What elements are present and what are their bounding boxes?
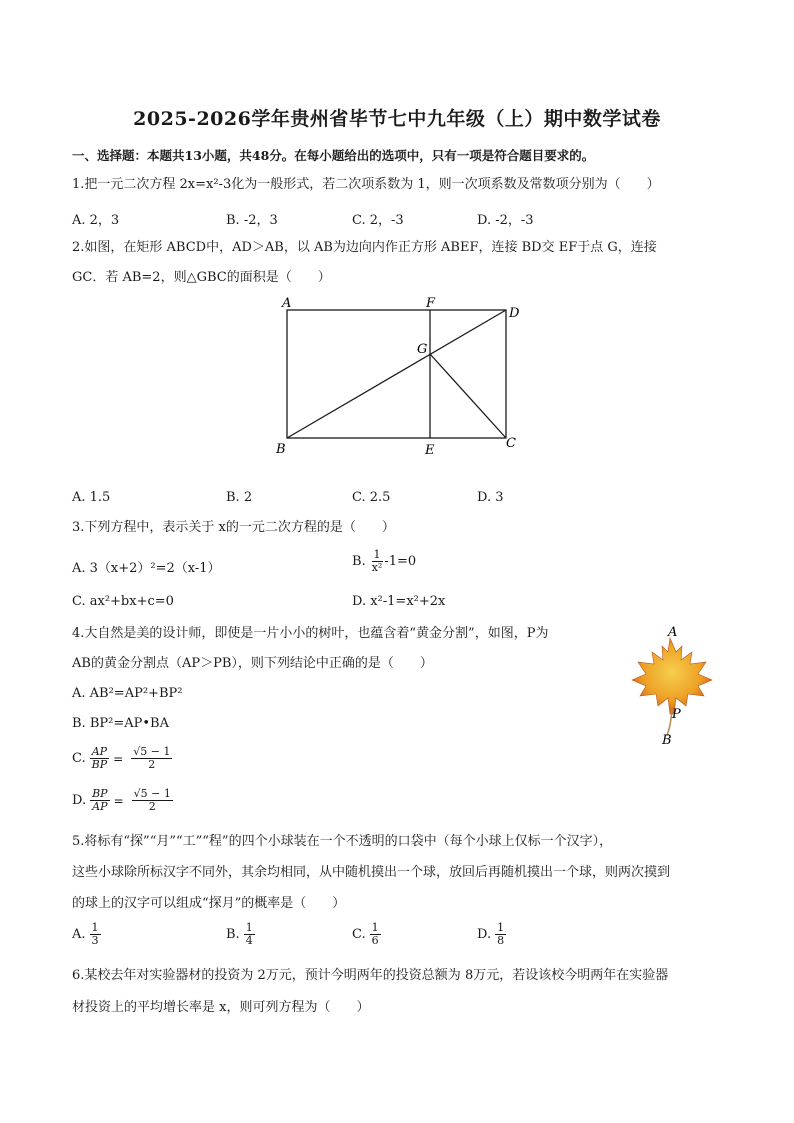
question-1: 1.把一元二次方程 2x=x²-3化为一般形式，若二次项系数为 1，则一次项系数及常数项分别为（ ） xyxy=(72,177,660,192)
leaf-label-b: B xyxy=(662,733,672,748)
fraction-denominator: 2 xyxy=(148,758,156,771)
label-b: B xyxy=(276,442,286,457)
option-fraction xyxy=(244,922,255,947)
question-5-line-1: 5.将标有“探”“月”“工”“程”的四个小球装在一个不透明的口袋中（每个小球上仅标一个汉字）， xyxy=(72,834,613,849)
q3-option-a: A. 3（x+2）²=2（x-1） xyxy=(72,561,221,576)
q4-option-d-label: D. xyxy=(72,793,87,808)
fraction-denominator: x² xyxy=(371,561,383,574)
q1-option-b: B. -2，3 xyxy=(226,213,278,228)
q4-option-d xyxy=(72,788,173,813)
fraction-numerator: √5 − 1 xyxy=(133,787,171,800)
label-c: C xyxy=(506,436,516,451)
option-fraction xyxy=(90,922,101,947)
question-2-line-1: 2.如图，在矩形 ABCD中，AD＞AB，以 AB为边向内作正方形 ABEF，连接 BD交 EF于点 G，连接 xyxy=(72,240,657,255)
q5-option-b xyxy=(226,922,255,947)
fraction-numerator: 1 xyxy=(373,548,381,561)
label-f: F xyxy=(426,296,436,311)
fraction-numerator: √5 − 1 xyxy=(133,745,171,758)
q1-option-d: D. -2，-3 xyxy=(477,213,534,228)
segment-bd xyxy=(287,310,506,438)
q4-option-d-right-fraction xyxy=(132,788,173,813)
question-4-line-1: 4.大自然是美的设计师，即使是一片小小的树叶，也蕴含着“黄金分割”，如图，P为 xyxy=(72,626,549,641)
fraction-numerator: AP xyxy=(91,745,108,758)
q2-option-c: C. 2.5 xyxy=(352,490,391,505)
q5-option-c xyxy=(352,922,381,947)
question-5-line-2: 这些小球除所标汉字不同外，其余均相同，从中随机摸出一个球，放回后再随机摸出一个球，则两次摸到 xyxy=(72,865,671,880)
q5-option-a xyxy=(72,922,101,947)
leaf-label-p: P xyxy=(672,707,681,722)
q5-option-d xyxy=(477,922,506,947)
q3-option-b-fraction xyxy=(370,549,385,574)
q4-option-c xyxy=(72,746,172,771)
q4-option-d-left-fraction xyxy=(90,788,110,813)
q4-option-b: B. BP²=AP•BA xyxy=(72,716,169,731)
option-fraction xyxy=(370,922,381,947)
q3-option-c: C. ax²+bx+c=0 xyxy=(72,594,174,609)
fraction-numerator: 1 xyxy=(245,921,253,934)
label-a: A xyxy=(282,296,292,311)
equals-sign: = xyxy=(113,793,124,808)
equals-sign: = xyxy=(113,751,124,766)
q4-option-c-right-fraction xyxy=(131,746,172,771)
question-3: 3.下列方程中，表示关于 x的一元二次方程的是（ ） xyxy=(72,520,395,535)
q1-option-c: C. 2，-3 xyxy=(352,213,404,228)
rectangle-figure xyxy=(270,292,530,462)
fraction-numerator: BP xyxy=(92,787,108,800)
question-6-line-2: 材投资上的平均增长率是 x，则可列方程为（ ） xyxy=(72,1000,370,1015)
q3-option-b xyxy=(352,549,416,574)
q3-option-b-label: B. xyxy=(352,554,366,569)
q2-option-d: D. 3 xyxy=(477,490,504,505)
q3-option-b-suffix: -1=0 xyxy=(384,554,417,569)
page-title: 2025-2026学年贵州省毕节七中九年级（上）期中数学试卷 xyxy=(133,108,661,130)
q3-option-d: D. x²-1=x²+2x xyxy=(352,594,446,609)
leaf-label-a: A xyxy=(668,625,678,640)
fraction-denominator: 4 xyxy=(245,934,253,947)
fraction-numerator: 1 xyxy=(91,921,99,934)
fraction-numerator: 1 xyxy=(497,921,505,934)
q2-option-a: A. 1.5 xyxy=(72,490,111,505)
maple-leaf-figure xyxy=(624,622,724,752)
maple-leaf-icon xyxy=(632,638,712,714)
label-g: G xyxy=(417,342,428,357)
q2-option-b: B. 2 xyxy=(226,490,253,505)
option-label: C. xyxy=(352,927,366,942)
q4-option-c-left-fraction xyxy=(90,746,110,771)
option-label: D. xyxy=(477,927,492,942)
segment-gc xyxy=(430,354,506,438)
question-4-line-2: AB的黄金分割点（AP＞PB），则下列结论中正确的是（ ） xyxy=(72,656,433,671)
fraction-denominator: 3 xyxy=(91,934,99,947)
section-heading: 一、选择题：本题共13小题，共48分。在每小题给出的选项中，只有一项是符合题目要求的。 xyxy=(72,148,595,163)
fraction-denominator: BP xyxy=(91,758,108,771)
q1-option-a: A. 2，3 xyxy=(72,213,120,228)
fraction-denominator: 8 xyxy=(497,934,505,947)
question-2-line-2: GC．若 AB=2，则△GBC的面积是（ ） xyxy=(72,270,331,285)
fraction-denominator: 6 xyxy=(371,934,379,947)
option-label: A. xyxy=(72,927,86,942)
option-label: B. xyxy=(226,927,240,942)
fraction-denominator: AP xyxy=(92,800,108,813)
question-5-line-3: 的球上的汉字可以组成“探月”的概率是（ ） xyxy=(72,896,346,911)
option-fraction xyxy=(495,922,506,947)
label-d: D xyxy=(509,306,520,321)
question-6-line-1: 6.某校去年对实验器材的投资为 2万元，预计今明两年的投资总额为 8万元，若设该校今明两年在实验器 xyxy=(72,968,669,983)
fraction-numerator: 1 xyxy=(371,921,379,934)
fraction-denominator: 2 xyxy=(148,800,156,813)
label-e: E xyxy=(425,443,435,458)
q4-option-c-label: C. xyxy=(72,751,86,766)
q4-option-a: A. AB²=AP²+BP² xyxy=(72,686,183,701)
